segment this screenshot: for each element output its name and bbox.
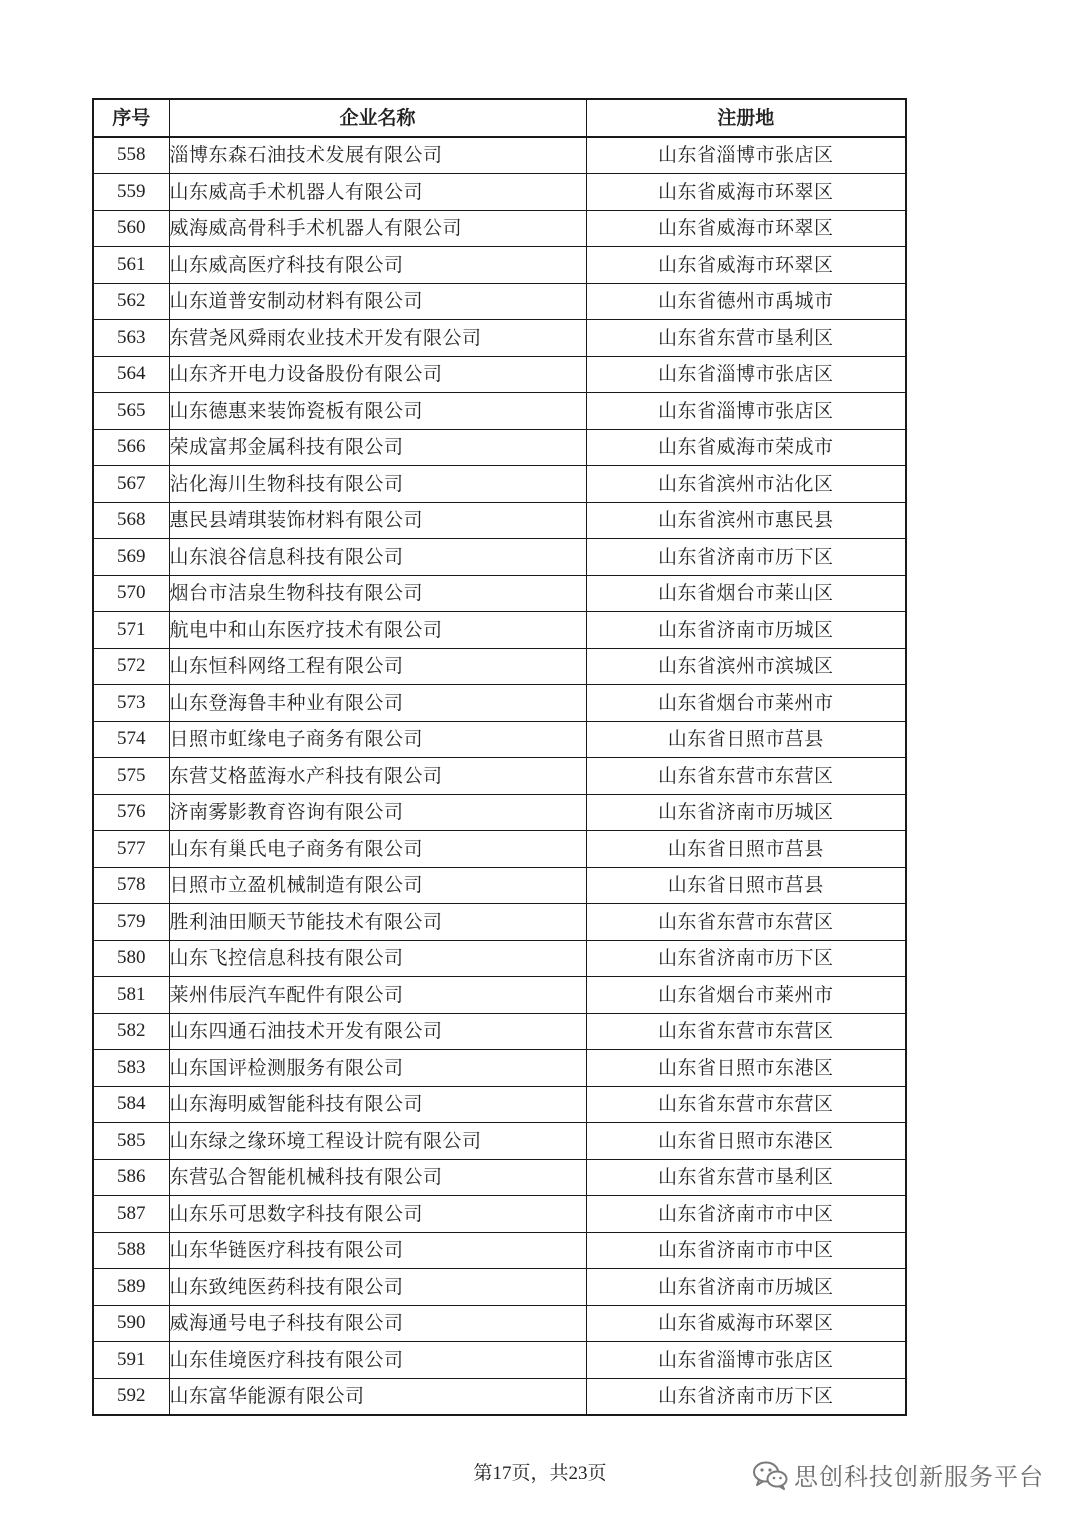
table-row	[93, 794, 906, 831]
cell-name: 山东威高医疗科技有限公司	[169, 247, 586, 284]
table-row	[93, 904, 906, 941]
cell-location: 山东省东营市东营区	[586, 758, 906, 795]
cell-name: 山东有巢氏电子商务有限公司	[169, 831, 586, 868]
cell-location: 山东省威海市荣成市	[586, 429, 906, 466]
cell-location: 山东省威海市环翠区	[586, 174, 906, 211]
cell-location: 山东省德州市禹城市	[586, 283, 906, 320]
cell-location: 山东省威海市环翠区	[586, 1305, 906, 1342]
cell-no: 588	[93, 1232, 169, 1269]
enterprise-table	[92, 98, 907, 1416]
table-row	[93, 1378, 906, 1415]
cell-location: 山东省滨州市滨城区	[586, 648, 906, 685]
cell-no: 558	[93, 137, 169, 174]
watermark-text: 思创科技创新服务平台	[794, 1463, 1044, 1491]
cell-name: 东营尧风舜雨农业技术开发有限公司	[169, 320, 586, 357]
cell-location: 山东省威海市环翠区	[586, 210, 906, 247]
table-row	[93, 210, 906, 247]
cell-name: 惠民县靖琪装饰材料有限公司	[169, 502, 586, 539]
cell-no: 575	[93, 758, 169, 795]
cell-no: 585	[93, 1123, 169, 1160]
header-location: 注册地	[586, 99, 906, 137]
cell-location: 山东省淄博市张店区	[586, 1342, 906, 1379]
cell-name: 山东飞控信息科技有限公司	[169, 940, 586, 977]
table-row	[93, 1305, 906, 1342]
cell-location: 山东省济南市历下区	[586, 1378, 906, 1415]
cell-no: 581	[93, 977, 169, 1014]
cell-location: 山东省淄博市张店区	[586, 137, 906, 174]
cell-no: 560	[93, 210, 169, 247]
cell-name: 山东道普安制动材料有限公司	[169, 283, 586, 320]
cell-no: 561	[93, 247, 169, 284]
cell-location: 山东省烟台市莱山区	[586, 575, 906, 612]
cell-no: 572	[93, 648, 169, 685]
cell-no: 580	[93, 940, 169, 977]
table-row	[93, 429, 906, 466]
cell-no: 579	[93, 904, 169, 941]
table-row	[93, 1342, 906, 1379]
cell-no: 568	[93, 502, 169, 539]
cell-no: 592	[93, 1378, 169, 1415]
table-body	[93, 137, 906, 1416]
cell-name: 山东绿之缘环境工程设计院有限公司	[169, 1123, 586, 1160]
cell-no: 567	[93, 466, 169, 503]
cell-location: 山东省济南市市中区	[586, 1232, 906, 1269]
cell-name: 东营弘合智能机械科技有限公司	[169, 1159, 586, 1196]
cell-no: 563	[93, 320, 169, 357]
cell-no: 566	[93, 429, 169, 466]
cell-name: 山东致纯医药科技有限公司	[169, 1269, 586, 1306]
cell-location: 山东省烟台市莱州市	[586, 977, 906, 1014]
cell-location: 山东省日照市东港区	[586, 1050, 906, 1087]
cell-name: 荣成富邦金属科技有限公司	[169, 429, 586, 466]
cell-no: 578	[93, 867, 169, 904]
cell-name: 威海通号电子科技有限公司	[169, 1305, 586, 1342]
cell-name: 山东富华能源有限公司	[169, 1378, 586, 1415]
cell-location: 山东省淄博市张店区	[586, 393, 906, 430]
table-row	[93, 247, 906, 284]
cell-no: 587	[93, 1196, 169, 1233]
cell-no: 583	[93, 1050, 169, 1087]
cell-location: 山东省济南市历城区	[586, 612, 906, 649]
table-row	[93, 1232, 906, 1269]
cell-name: 山东齐开电力设备股份有限公司	[169, 356, 586, 393]
cell-location: 山东省威海市环翠区	[586, 247, 906, 284]
cell-name: 山东登海鲁丰种业有限公司	[169, 685, 586, 722]
cell-name: 山东威高手术机器人有限公司	[169, 174, 586, 211]
cell-no: 573	[93, 685, 169, 722]
cell-no: 586	[93, 1159, 169, 1196]
cell-name: 航电中和山东医疗技术有限公司	[169, 612, 586, 649]
cell-no: 576	[93, 794, 169, 831]
cell-location: 山东省淄博市张店区	[586, 356, 906, 393]
cell-name: 山东浪谷信息科技有限公司	[169, 539, 586, 576]
cell-no: 562	[93, 283, 169, 320]
cell-location: 山东省东营市垦利区	[586, 1159, 906, 1196]
table-header-row	[93, 99, 906, 137]
cell-location: 山东省济南市市中区	[586, 1196, 906, 1233]
cell-no: 564	[93, 356, 169, 393]
table-row	[93, 721, 906, 758]
table-row	[93, 393, 906, 430]
cell-no: 570	[93, 575, 169, 612]
cell-location: 山东省滨州市沾化区	[586, 466, 906, 503]
cell-location: 山东省日照市东港区	[586, 1123, 906, 1160]
table-row	[93, 940, 906, 977]
cell-name: 烟台市洁泉生物科技有限公司	[169, 575, 586, 612]
cell-name: 山东华链医疗科技有限公司	[169, 1232, 586, 1269]
cell-no: 591	[93, 1342, 169, 1379]
cell-name: 胜利油田顺天节能技术有限公司	[169, 904, 586, 941]
cell-no: 574	[93, 721, 169, 758]
wechat-icon	[752, 1460, 788, 1490]
table-row	[93, 831, 906, 868]
table-row	[93, 1159, 906, 1196]
cell-name: 山东恒科网络工程有限公司	[169, 648, 586, 685]
table-row	[93, 539, 906, 576]
cell-location: 山东省济南市历城区	[586, 1269, 906, 1306]
table-row	[93, 1123, 906, 1160]
cell-name: 东营艾格蓝海水产科技有限公司	[169, 758, 586, 795]
cell-name: 莱州伟辰汽车配件有限公司	[169, 977, 586, 1014]
cell-no: 584	[93, 1086, 169, 1123]
table-row	[93, 612, 906, 649]
cell-location: 山东省济南市历城区	[586, 794, 906, 831]
cell-name: 济南雾影教育咨询有限公司	[169, 794, 586, 831]
cell-location: 山东省日照市莒县	[586, 831, 906, 868]
cell-location: 山东省滨州市惠民县	[586, 502, 906, 539]
cell-name: 日照市立盈机械制造有限公司	[169, 867, 586, 904]
cell-location: 山东省东营市东营区	[586, 1086, 906, 1123]
cell-no: 577	[93, 831, 169, 868]
cell-name: 淄博东森石油技术发展有限公司	[169, 137, 586, 174]
table-row	[93, 283, 906, 320]
cell-location: 山东省济南市历下区	[586, 539, 906, 576]
cell-location: 山东省东营市东营区	[586, 1013, 906, 1050]
table-row	[93, 174, 906, 211]
cell-location: 山东省日照市莒县	[586, 867, 906, 904]
table-row	[93, 356, 906, 393]
table-row	[93, 758, 906, 795]
table-row	[93, 1086, 906, 1123]
cell-no: 559	[93, 174, 169, 211]
table-row	[93, 320, 906, 357]
table-row	[93, 977, 906, 1014]
cell-name: 山东德惠来装饰瓷板有限公司	[169, 393, 586, 430]
table-row	[93, 502, 906, 539]
cell-location: 山东省日照市莒县	[586, 721, 906, 758]
table-row	[93, 575, 906, 612]
header-name: 企业名称	[169, 99, 586, 137]
cell-name: 日照市虹缘电子商务有限公司	[169, 721, 586, 758]
cell-no: 571	[93, 612, 169, 649]
table-row	[93, 867, 906, 904]
cell-name: 山东海明威智能科技有限公司	[169, 1086, 586, 1123]
cell-no: 565	[93, 393, 169, 430]
watermark	[752, 1457, 1044, 1492]
table-row	[93, 648, 906, 685]
table-row	[93, 1269, 906, 1306]
cell-name: 山东四通石油技术开发有限公司	[169, 1013, 586, 1050]
table-row	[93, 1196, 906, 1233]
cell-location: 山东省东营市垦利区	[586, 320, 906, 357]
cell-location: 山东省东营市东营区	[586, 904, 906, 941]
cell-name: 威海威高骨科手术机器人有限公司	[169, 210, 586, 247]
cell-no: 582	[93, 1013, 169, 1050]
cell-name: 山东佳境医疗科技有限公司	[169, 1342, 586, 1379]
cell-name: 山东乐可思数字科技有限公司	[169, 1196, 586, 1233]
cell-location: 山东省济南市历下区	[586, 940, 906, 977]
table-row	[93, 1050, 906, 1087]
cell-no: 569	[93, 539, 169, 576]
page-number: 第17页，共23页	[473, 1463, 607, 1484]
table-row	[93, 137, 906, 174]
table-row	[93, 1013, 906, 1050]
cell-location: 山东省烟台市莱州市	[586, 685, 906, 722]
table-row	[93, 466, 906, 503]
cell-no: 590	[93, 1305, 169, 1342]
cell-no: 589	[93, 1269, 169, 1306]
table-row	[93, 685, 906, 722]
cell-name: 沾化海川生物科技有限公司	[169, 466, 586, 503]
header-no: 序号	[93, 99, 169, 137]
cell-name: 山东国评检测服务有限公司	[169, 1050, 586, 1087]
